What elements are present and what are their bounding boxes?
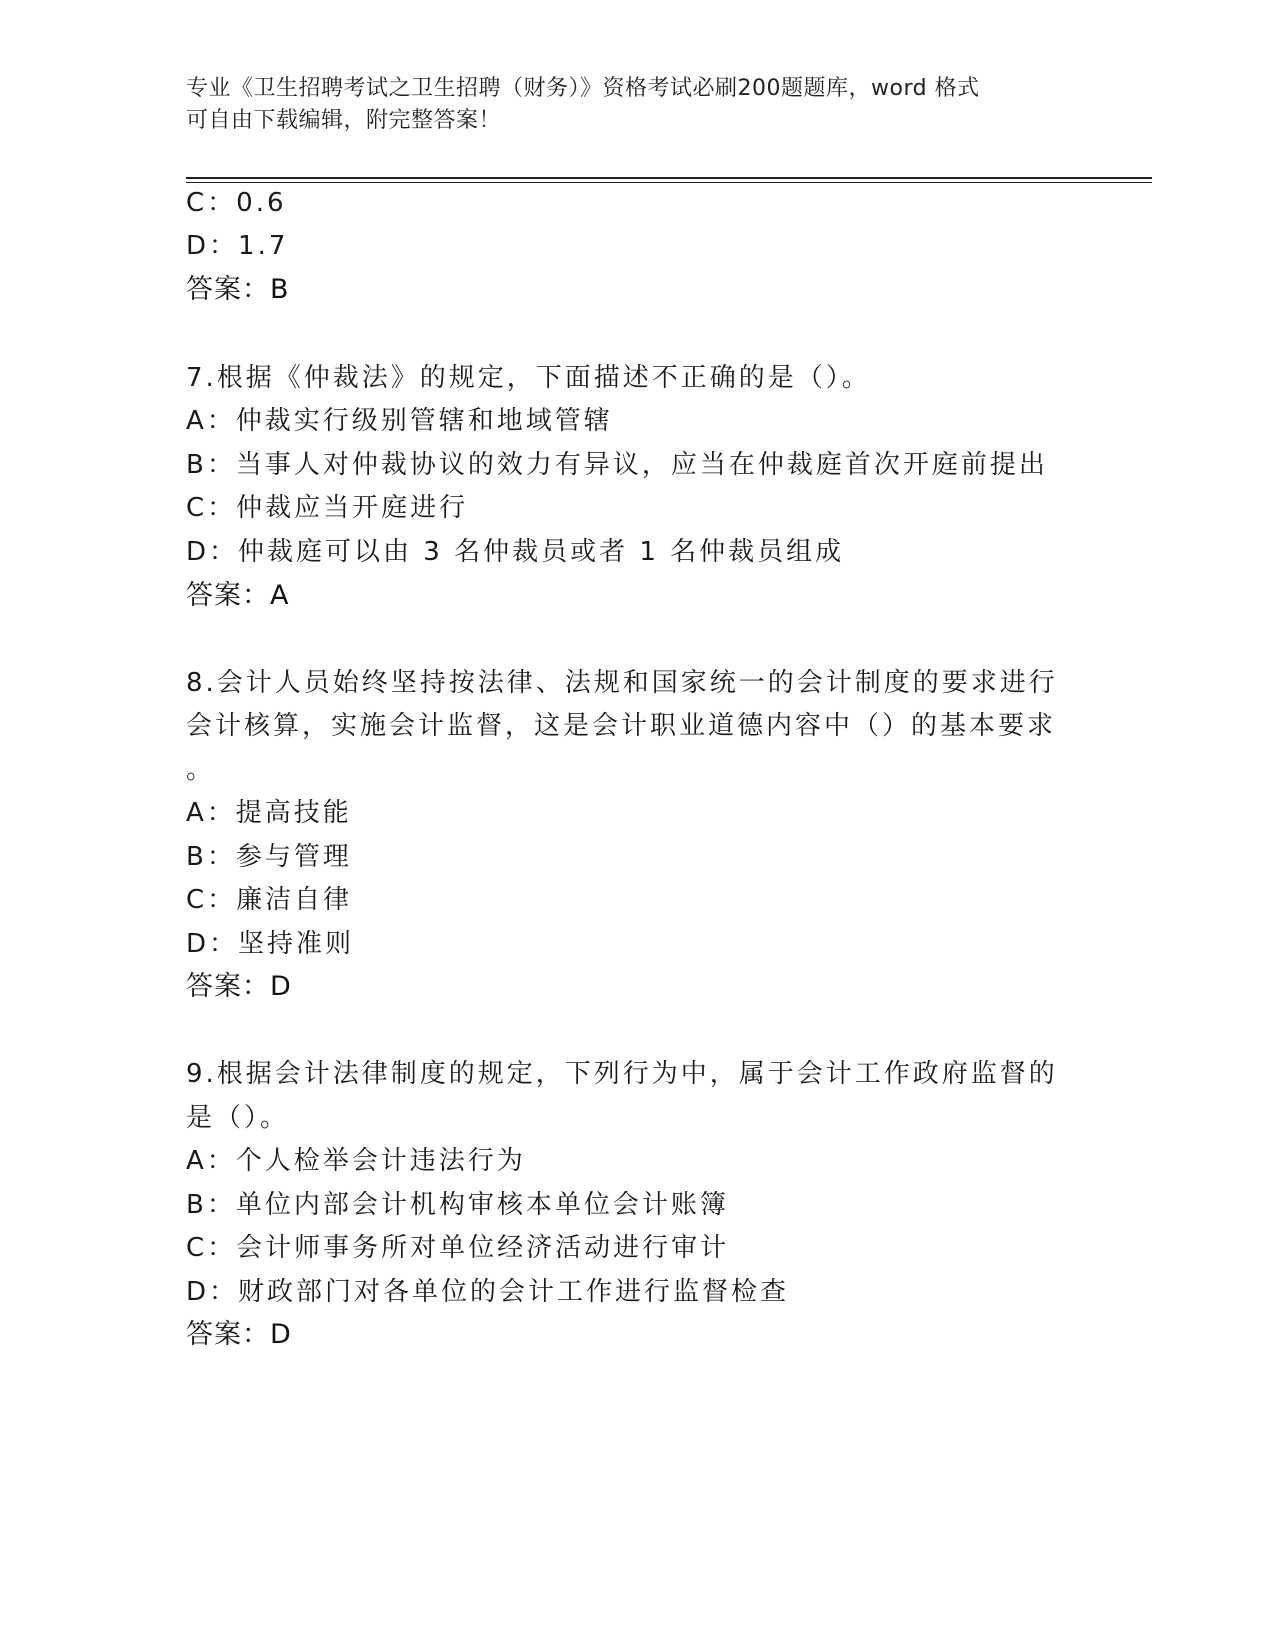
header-line-2: 可自由下载编辑，附完整答案！: [186, 108, 502, 133]
q8-stem-line-1: 8.会计人员始终坚持按法律、法规和国家统一的会计制度的要求进行: [186, 668, 1058, 698]
q8-stem-line-3: 。: [186, 755, 216, 785]
q7-option-d: D：仲裁庭可以由 3 名仲裁员或者 1 名仲裁员组成: [186, 537, 845, 567]
q8-answer: 答案：D: [186, 971, 292, 1002]
q9-option-b: B：单位内部会计机构审核本单位会计账簿: [186, 1190, 729, 1220]
q9-option-c: C：会计师事务所对单位经济活动进行审计: [186, 1233, 730, 1263]
q8-option-d: D：坚持准则: [186, 929, 355, 959]
prev-answer: 答案：B: [186, 274, 290, 305]
q8-option-a: A：提高技能: [186, 798, 352, 828]
q9-answer: 答案：D: [186, 1319, 292, 1350]
q7-option-b: B：当事人对仲裁协议的效力有异议，应当在仲裁庭首次开庭前提出: [186, 450, 1048, 480]
document-header: [186, 73, 1066, 137]
q9-stem-line-2: 是（）。: [186, 1103, 290, 1133]
q9-stem-line-1: 9.根据会计法律制度的规定，下列行为中，属于会计工作政府监督的: [186, 1059, 1058, 1089]
header-line-1: 专业《卫生招聘考试之卫生招聘（财务）》资格考试必刷200题题库，word 格式: [186, 76, 980, 101]
q9-option-d: D：财政部门对各单位的会计工作进行监督检查: [186, 1277, 790, 1307]
prev-option-d: D：1.7: [186, 231, 289, 261]
prev-option-c: C：0.6: [186, 188, 287, 218]
q8-option-b: B：参与管理: [186, 842, 352, 872]
q9-option-a: A：个人检举会计违法行为: [186, 1146, 526, 1176]
q8-option-c: C：廉洁自律: [186, 885, 353, 915]
q7-option-a: A：仲裁实行级别管辖和地域管辖: [186, 406, 613, 436]
q8-stem-line-2: 会计核算，实施会计监督，这是会计职业道德内容中（）的基本要求: [186, 711, 1057, 741]
header-divider-thin: [186, 182, 1152, 183]
q7-answer: 答案：A: [186, 580, 290, 611]
q7-option-c: C：仲裁应当开庭进行: [186, 493, 469, 523]
header-divider-thick: [186, 177, 1152, 179]
q7-stem: 7.根据《仲裁法》的规定，下面描述不正确的是（）。: [186, 363, 871, 393]
